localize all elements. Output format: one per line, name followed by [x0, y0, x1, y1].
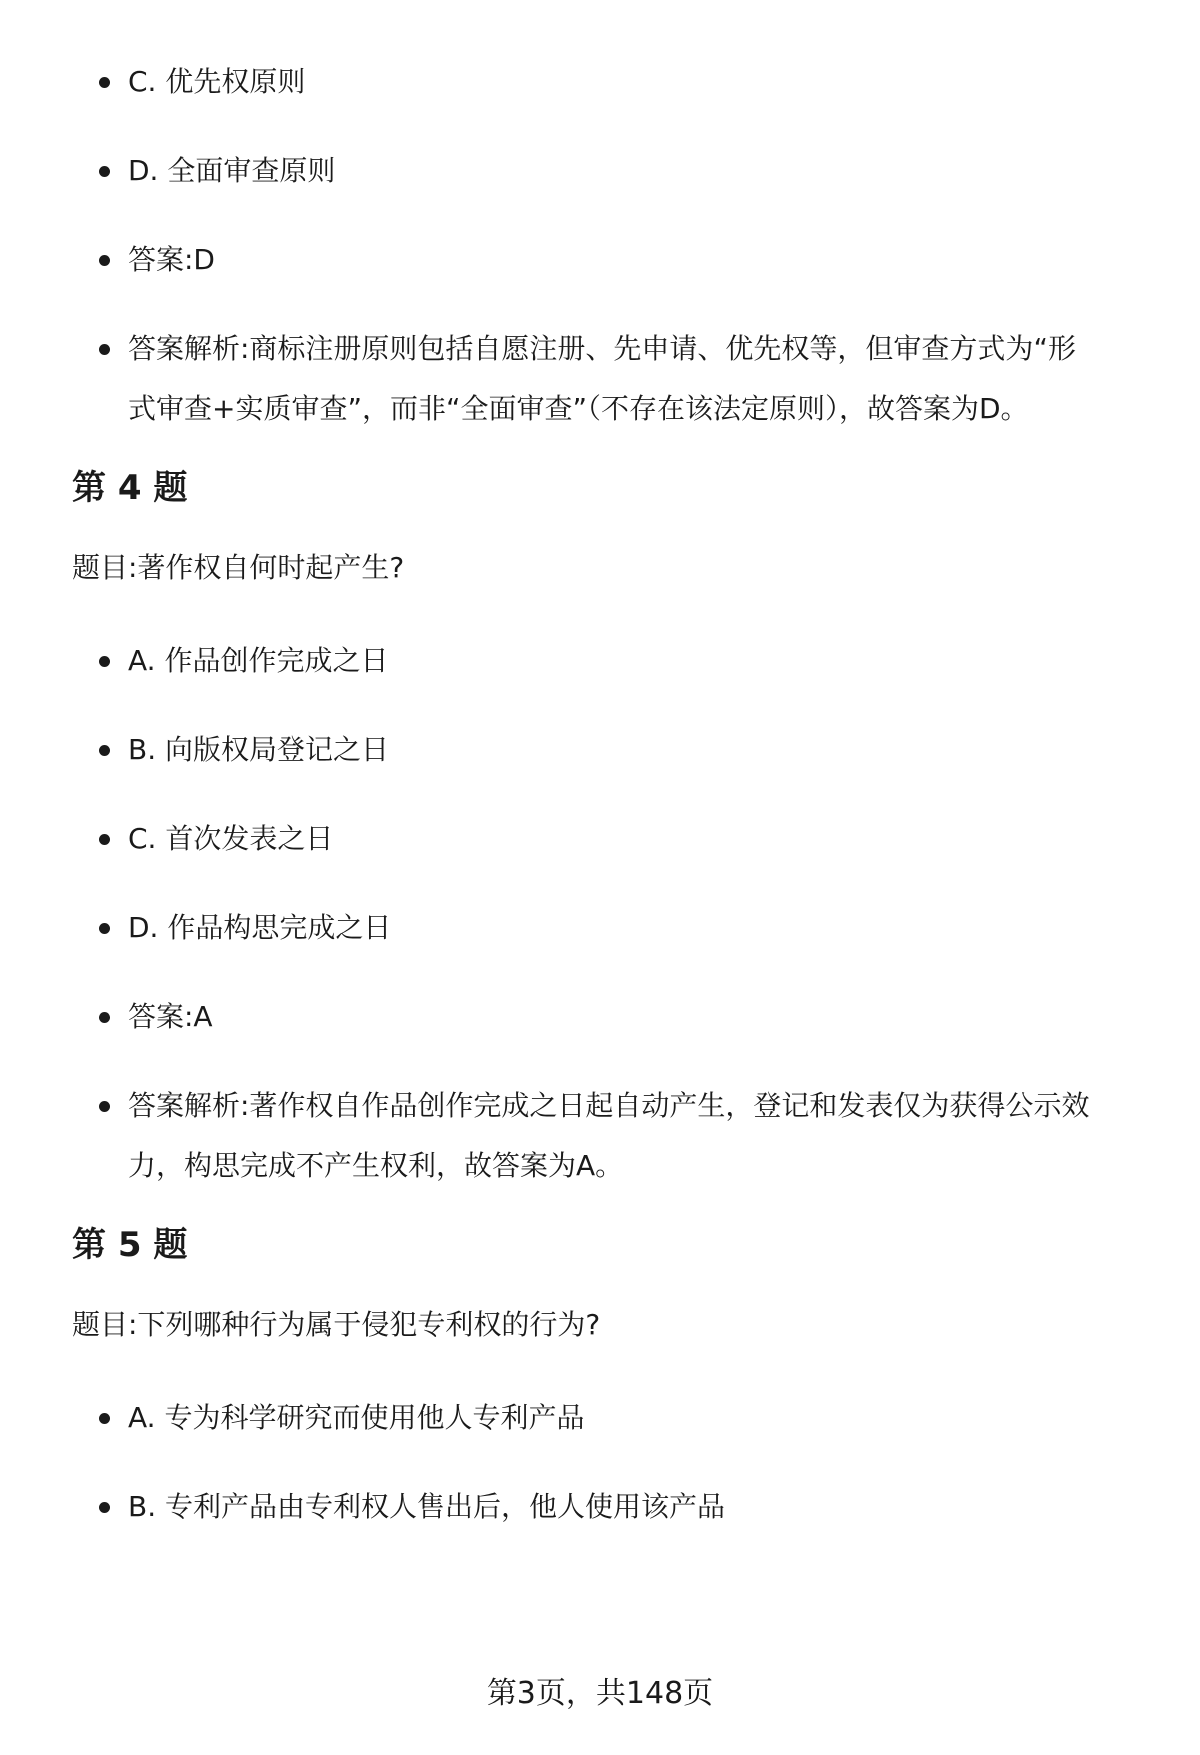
- option-text: B. 向版权局登记之日: [128, 733, 390, 766]
- q4-option-c: [72, 809, 1152, 869]
- q4-stem: 题目:著作权自何时起产生?: [72, 551, 405, 584]
- q3-analysis: [72, 319, 1152, 439]
- bullet-icon: [99, 656, 110, 667]
- option-text: C. 优先权原则: [128, 65, 306, 98]
- option-text: A. 作品创作完成之日: [128, 644, 389, 677]
- bullet-icon: [99, 1012, 110, 1023]
- bullet-icon: [99, 166, 110, 177]
- q4-title: 第 4 题: [72, 468, 188, 508]
- bullet-icon: [99, 923, 110, 934]
- q4-option-b: [72, 720, 1152, 780]
- analysis-line-1: 答案解析:商标注册原则包括自愿注册、先申请、优先权等，但审查方式为“形: [128, 332, 1076, 365]
- page-content: [72, 52, 1152, 1566]
- q4-analysis: [72, 1076, 1152, 1196]
- option-text: A. 专为科学研究而使用他人专利产品: [128, 1401, 585, 1434]
- analysis-line-2: 力，构思完成不产生权利，故答案为A。: [128, 1149, 624, 1182]
- bullet-icon: [99, 834, 110, 845]
- analysis-line-2: 式审查+实质审查”，而非“全面审查”（不存在该法定原则），故答案为D。: [128, 392, 1029, 425]
- q4-answer: [72, 987, 1152, 1047]
- option-text: B. 专利产品由专利权人售出后，他人使用该产品: [128, 1490, 726, 1523]
- q4-option-d: [72, 898, 1152, 958]
- q3-option-d: [72, 141, 1152, 201]
- option-text: D. 作品构思完成之日: [128, 911, 392, 944]
- option-text: C. 首次发表之日: [128, 822, 334, 855]
- bullet-icon: [99, 1413, 110, 1424]
- bullet-icon: [99, 255, 110, 266]
- bullet-icon: [99, 77, 110, 88]
- answer-text: 答案:D: [128, 243, 215, 276]
- q3-option-c: [72, 52, 1152, 112]
- q5-option-list: [72, 1388, 1152, 1537]
- option-text: D. 全面审查原则: [128, 154, 336, 187]
- q5-option-a: [72, 1388, 1152, 1448]
- bullet-icon: [99, 344, 110, 355]
- bullet-icon: [99, 745, 110, 756]
- q5-stem: 题目:下列哪种行为属于侵犯专利权的行为?: [72, 1308, 601, 1341]
- q4-option-a: [72, 631, 1152, 691]
- analysis-line-1: 答案解析:著作权自作品创作完成之日起自动产生，登记和发表仅为获得公示效: [128, 1089, 1090, 1122]
- q5-title: 第 5 题: [72, 1225, 188, 1265]
- q5-option-b: [72, 1477, 1152, 1537]
- q3-answer: [72, 230, 1152, 290]
- answer-text: 答案:A: [128, 1000, 213, 1033]
- q4-option-list: [72, 631, 1152, 1196]
- bullet-icon: [99, 1502, 110, 1513]
- page-number-footer: 第3页，共148页: [486, 1676, 714, 1711]
- q3-option-list: [72, 52, 1152, 439]
- bullet-icon: [99, 1101, 110, 1112]
